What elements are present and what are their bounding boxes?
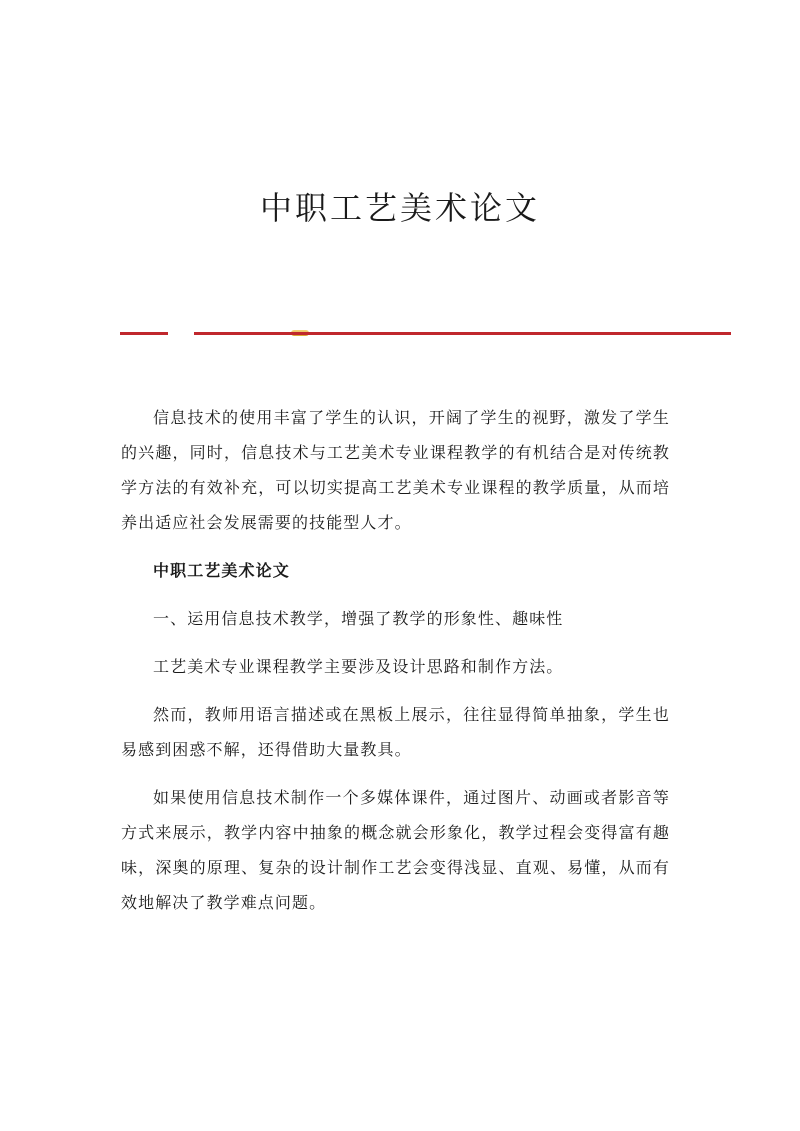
subsection-heading: 一、运用信息技术教学，增强了教学的形象性、趣味性 [153,609,564,628]
divider-line-left [120,332,168,335]
paragraph-body: 然而，教师用语言描述或在黑板上展示，往往显得简单抽象，学生也易感到困惑不解，还得借助大量教具。 [121,705,670,759]
divider-line-right [194,332,731,335]
document-body [121,400,670,920]
paragraph-intro: 信息技术的使用丰富了学生的认识，开阔了学生的视野，激发了学生的兴趣，同时，信息技术与工艺美术专业课程教学的有机结合是对传统教学方法的有效补充，可以切实提高工艺美术专业课程的教学质量，从而培养出适应社会发展需要的技能型人才。 [121,408,670,532]
section-heading: 中职工艺美术论文 [153,561,290,580]
page-title: 中职工艺美术论文 [259,189,540,227]
paragraph-body: 工艺美术专业课程教学主要涉及设计思路和制作方法。 [153,657,564,676]
title-divider [120,330,731,336]
paragraph-body: 如果使用信息技术制作一个多媒体课件，通过图片、动画或者影音等方式来展示，教学内容中抽象的概念就会形象化，教学过程会变得富有趣味，深奥的原理、复杂的设计制作工艺会变得浅显、直观、易懂，从而有效地解决了教学难点问题。 [121,788,670,912]
